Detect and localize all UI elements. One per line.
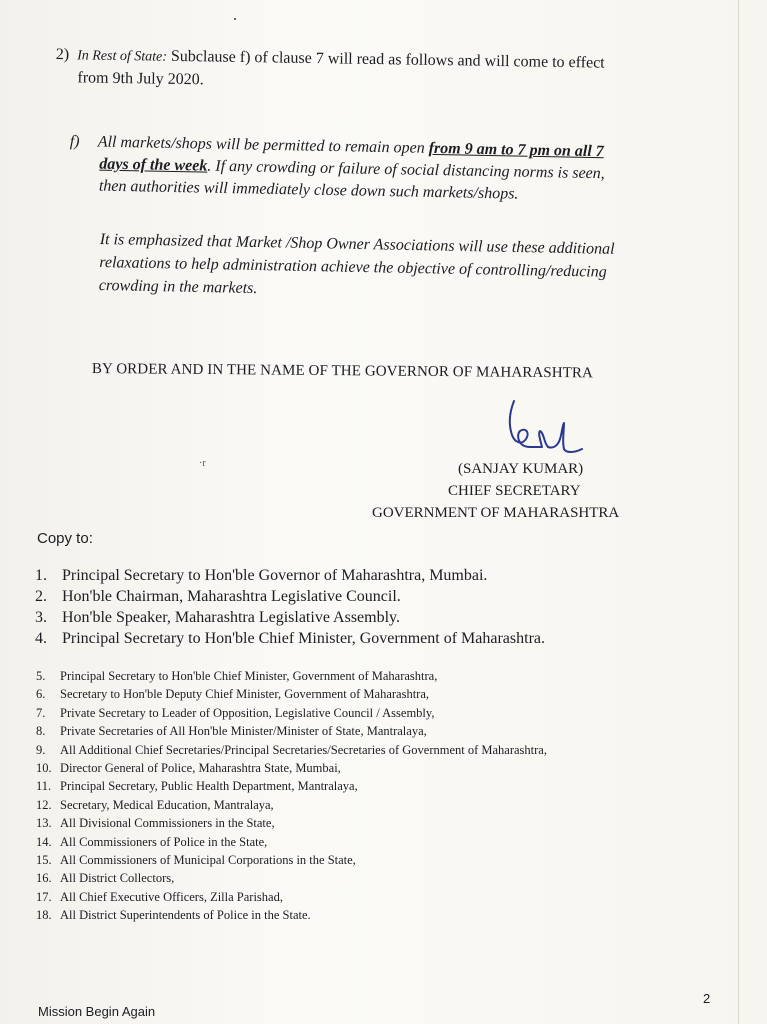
clause-f-line3: then authorities will immediately close down such markets/shops. xyxy=(98,177,519,203)
emphasis-line: relaxations to help administration achieve the objective of controlling/reducing xyxy=(99,253,607,281)
signatory-designation: CHIEF SECRETARY xyxy=(448,483,581,499)
list-number: 6. xyxy=(36,687,46,702)
emphasis-line: crowding in the markets. xyxy=(98,276,258,298)
speck-mark xyxy=(234,18,236,20)
list-text: Hon'ble Speaker, Maharashtra Legislative Assembly. xyxy=(62,609,400,626)
list-number: 1. xyxy=(35,567,47,584)
clause-f-marker: f) xyxy=(69,132,80,151)
list-number: 16. xyxy=(36,871,52,886)
page-fold-shadow xyxy=(738,0,739,1024)
list-number: 10. xyxy=(36,761,52,776)
emphasis-line: It is emphasized that Market /Shop Owner Associations will use these additional xyxy=(99,230,615,258)
clause-2 xyxy=(55,44,605,98)
list-text: Secretary, Medical Education, Mantralaya, xyxy=(60,797,274,812)
list-item xyxy=(35,628,545,649)
list-text: Principal Secretary to Hon'ble Governor of Maharashtra, Mumbai. xyxy=(62,567,488,584)
list-text: Private Secretaries of All Hon'ble Minister/Minister of State, Mantralaya, xyxy=(60,724,427,739)
list-text: All District Collectors, xyxy=(60,871,175,886)
clause-f-hours-underlined: from 9 am to 7 pm on all 7 xyxy=(428,139,604,161)
list-number: 2. xyxy=(35,588,47,605)
list-item xyxy=(36,906,547,924)
clause-2-text-line1: Subclause f) of clause 7 will read as follows and will come to effect xyxy=(166,47,605,72)
page-number: 2 xyxy=(703,991,711,1006)
list-item xyxy=(36,796,547,814)
footer-text: Mission Begin Again xyxy=(38,1004,156,1019)
handwritten-signature xyxy=(500,397,590,459)
list-item xyxy=(35,565,545,586)
signatory-name: (SANJAY KUMAR) xyxy=(458,461,584,477)
list-text: Principal Secretary to Hon'ble Chief Minister, Government of Maharashtra. xyxy=(62,630,545,647)
emphasis-paragraph xyxy=(99,228,615,307)
list-text: Private Secretary to Leader of Opposition, Legislative Council / Assembly, xyxy=(60,705,435,720)
list-number: 3. xyxy=(35,609,47,626)
list-number: 11. xyxy=(36,779,52,794)
list-item xyxy=(36,888,547,906)
list-number: 12. xyxy=(36,797,52,812)
list-item xyxy=(36,869,547,887)
list-number: 4. xyxy=(35,630,47,647)
list-item xyxy=(35,586,545,607)
stray-mark: ·r xyxy=(199,458,206,469)
list-number: 17. xyxy=(36,889,52,904)
clause-2-lead: In Rest of State: xyxy=(77,48,168,65)
clause-2-number: 2) xyxy=(55,45,70,64)
list-text: Principal Secretary, Public Health Department, Mantralaya, xyxy=(60,779,358,794)
list-text: All Chief Executive Officers, Zilla Parishad, xyxy=(60,889,283,904)
list-number: 5. xyxy=(36,669,46,683)
list-text: Director General of Police, Maharashtra State, Mumbai, xyxy=(60,761,341,776)
list-text: All Commissioners of Police in the State, xyxy=(60,834,268,849)
list-number: 9. xyxy=(36,742,46,757)
order-line: BY ORDER AND IN THE NAME OF THE GOVERNOR OF MAHARASHTRA xyxy=(91,361,594,382)
clause-2-text-line2: from 9th July 2020. xyxy=(77,69,204,89)
list-text: All District Superintendents of Police in the State. xyxy=(60,908,311,923)
list-item xyxy=(36,777,547,795)
list-item xyxy=(35,607,545,628)
list-number: 13. xyxy=(36,816,52,831)
copy-list-secondary xyxy=(36,667,547,925)
clause-f xyxy=(69,131,606,207)
list-text: Hon'ble Chairman, Maharashtra Legislative Council. xyxy=(62,588,401,605)
list-text: All Additional Chief Secretaries/Principal Secretaries/Secretaries of Government of Maharashtra, xyxy=(60,742,547,757)
list-item xyxy=(36,722,547,740)
list-item xyxy=(36,704,547,722)
list-item xyxy=(36,685,547,703)
list-item xyxy=(36,814,547,832)
list-number: 18. xyxy=(36,908,52,923)
list-number: 8. xyxy=(36,724,46,739)
list-item xyxy=(36,851,547,869)
list-item xyxy=(36,741,547,759)
list-text: Principal Secretary to Hon'ble Chief Minister, Government of Maharashtra, xyxy=(60,669,438,683)
clause-f-days-underlined: days of the week xyxy=(99,155,208,175)
signatory-government: GOVERNMENT OF MAHARASHTRA xyxy=(372,505,620,521)
list-number: 15. xyxy=(36,853,52,868)
list-item xyxy=(36,759,547,777)
list-text: All Divisional Commissioners in the State, xyxy=(60,816,275,831)
list-text: All Commissioners of Municipal Corporations in the State, xyxy=(60,853,356,868)
list-number: 14. xyxy=(36,834,52,849)
clause-f-line2: . If any crowding or failure of social distancing norms is seen, xyxy=(207,157,605,183)
copy-to-label: Copy to: xyxy=(37,530,93,547)
clause-f-line1: All markets/shops will be permitted to remain open xyxy=(97,133,429,157)
copy-list-primary xyxy=(35,565,545,649)
list-item xyxy=(36,833,547,851)
list-item xyxy=(36,667,547,685)
list-text: Secretary to Hon'ble Deputy Chief Minister, Government of Maharashtra, xyxy=(60,687,430,702)
list-number: 7. xyxy=(36,705,46,720)
